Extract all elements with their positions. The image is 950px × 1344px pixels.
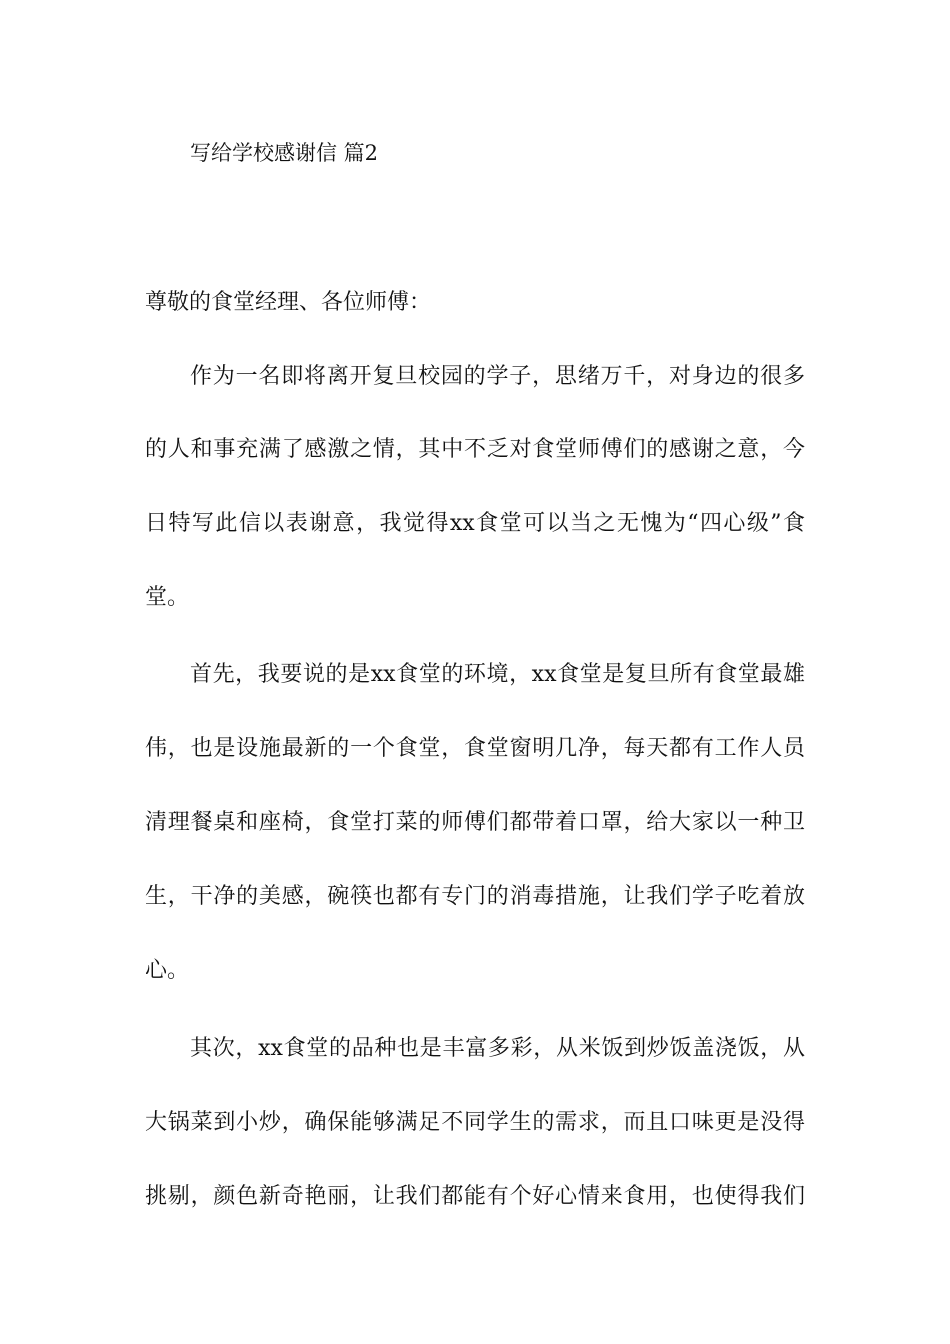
paragraph-2-line-1: 首先，我要说的是xx食堂的环境，xx食堂是复旦所有食堂最雄: [190, 662, 805, 687]
paragraph-3-line-3: 挑剔，颜色新奇艳丽，让我们都能有个好心情来食用，也使得我们: [145, 1184, 805, 1209]
paragraph-1-line-1: 作为一名即将离开复旦校园的学子，思绪万千，对身边的很多: [190, 364, 805, 389]
salutation: 尊敬的食堂经理、各位师傅：: [145, 290, 432, 315]
paragraph-2-line-5: 心。: [145, 958, 190, 983]
paragraph-3-line-1: 其次，xx食堂的品种也是丰富多彩，从米饭到炒饭盖浇饭，从: [190, 1036, 805, 1061]
paragraph-3-line-2: 大锅菜到小炒，确保能够满足不同学生的需求，而且口味更是没得: [145, 1110, 805, 1135]
paragraph-2-line-2: 伟，也是设施最新的一个食堂，食堂窗明几净，每天都有工作人员: [145, 736, 805, 761]
paragraph-1-line-4: 堂。: [145, 585, 190, 610]
paragraph-2-line-4: 生，干净的美感，碗筷也都有专门的消毒措施，让我们学子吃着放: [145, 884, 805, 909]
paragraph-2-line-3: 清理餐桌和座椅，食堂打菜的师傅们都带着口罩，给大家以一种卫: [145, 810, 805, 835]
paragraph-1-line-3: 日特写此信以表谢意，我觉得xx食堂可以当之无愧为“四心级”食: [145, 511, 805, 536]
document-title: 写给学校感谢信 篇2: [190, 141, 379, 165]
paragraph-1-line-2: 的人和事充满了感激之情，其中不乏对食堂师傅们的感谢之意，今: [145, 437, 805, 462]
